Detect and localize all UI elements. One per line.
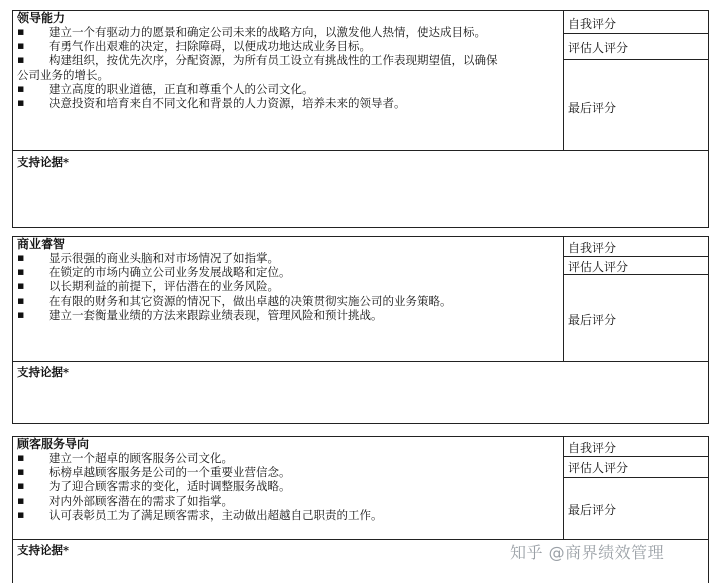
list-item: ▪ 在有限的财务和其它资源的情况下，做出卓越的决策贯彻实施公司的业务策略。 [17,293,452,308]
list-item-continuation: 公司业务的增长。 [17,67,109,82]
list-item: ▪ 对内外部顾客潜在的需求了如指掌。 [17,493,233,508]
bullet-icon: ▪ [17,39,25,53]
bullet-icon: ▪ [17,493,25,507]
support-evidence-label: 支持论据* [17,155,70,169]
rating-panel [563,237,708,361]
bullet-icon: ▪ [17,265,25,279]
list-item: ▪ 决意投资和培育来自不同文化和背景的人力资源，培养未来的领导者。 [17,96,406,111]
list-item: ▪ 显示很强的商业头脑和对市场情况了如指掌。 [17,251,279,265]
self-rating-label: 自我评分 [568,241,617,255]
bullet-icon: ▪ [17,96,25,110]
section-title: 顾客服务导向 [17,437,90,451]
support-evidence-label: 支持论据* [17,543,70,557]
list-item: ▪ 建立一套衡量业绩的方法来跟踪业绩表现，管理风险和预计挑战。 [17,307,383,322]
bullet-icon: ▪ [17,507,25,521]
bullet-icon: ▪ [17,251,25,264]
list-item: ▪ 构建组织，按优先次序，分配资源，为所有员工设立有挑战性的工作表现期望值，以确保 [17,53,498,68]
assessor-rating-label: 评估人评分 [568,41,629,55]
section-title: 商业睿智 [17,237,66,251]
list-item: ▪ 认可表彰员工为了满足顾客需求，主动做出超越自己职责的工作。 [17,507,383,522]
assessor-rating-label: 评估人评分 [568,461,629,475]
list-item: ▪ 建立高度的职业道德，正直和尊重个人的公司文化。 [17,81,314,96]
bullet-icon: ▪ [17,81,25,95]
bullet-icon: ▪ [17,25,25,38]
bullet-icon: ▪ [17,465,25,479]
support-evidence-label: 支持论据* [17,365,70,379]
assessor-rating-label: 评估人评分 [568,260,629,274]
watermark: 知乎 @商界绩效管理 [510,543,665,562]
list-item: ▪ 以长期利益的前提下，评估潜在的业务风险。 [17,279,279,294]
bullet-icon: ▪ [17,451,25,464]
competency-block-customer-service [12,436,709,540]
bullet-icon: ▪ [17,293,25,307]
support-evidence-box[interactable] [12,361,709,424]
competency-block-leadership [12,10,709,151]
self-rating-label: 自我评分 [568,17,617,31]
list-item: ▪ 在锁定的市场内确立公司业务发展战略和定位。 [17,265,291,280]
self-rating-label: 自我评分 [568,441,617,455]
bullet-icon: ▪ [17,307,25,321]
bullet-list [17,451,547,522]
competency-block-business-acumen [12,236,709,362]
list-item: ▪ 建立一个有驱动力的愿景和确定公司未来的战略方向，以激发他人热情，使达成目标。 [17,25,486,39]
list-item: ▪ 有勇气作出艰难的决定，扫除障碍，以便成功地达成业务目标。 [17,39,371,54]
list-item: ▪ 建立一个超卓的顾客服务公司文化。 [17,451,233,465]
section-title: 领导能力 [17,11,66,25]
bullet-icon: ▪ [17,279,25,293]
rating-panel [563,11,708,150]
bullet-icon: ▪ [17,479,25,493]
final-rating-label: 最后评分 [568,101,617,115]
final-rating-label: 最后评分 [568,503,617,517]
rating-panel [563,437,708,539]
list-item: ▪ 标榜卓越顾客服务是公司的一个重要业营信念。 [17,465,291,480]
bullet-list [17,251,547,322]
bullet-list [17,25,547,110]
final-rating-label: 最后评分 [568,313,617,327]
support-evidence-box[interactable] [12,150,709,228]
list-item: ▪ 为了迎合顾客需求的变化，适时调整服务战略。 [17,479,291,494]
bullet-icon: ▪ [17,53,25,67]
